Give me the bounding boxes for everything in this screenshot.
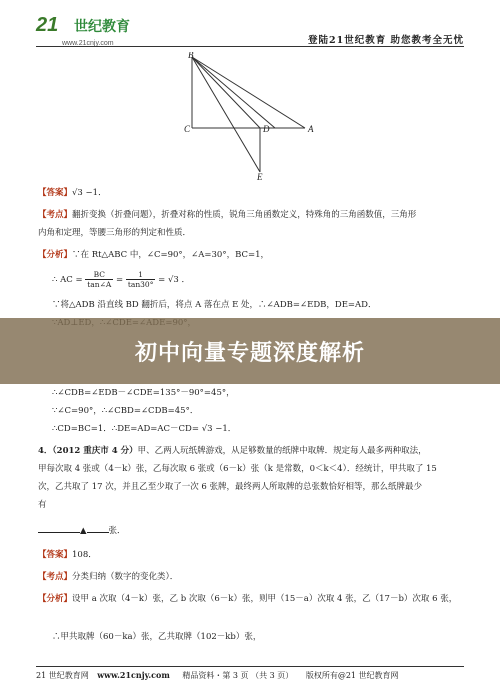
equals-sign: =	[116, 275, 124, 285]
q3-knowledge-point	[38, 208, 470, 222]
q3-knowledge-point-cont: 内角和定理，等腰三角形的判定和性质．	[38, 228, 192, 238]
kp-label: 【考点】	[38, 210, 73, 220]
q4-analysis-1	[38, 592, 470, 606]
q3-analysis-7: ∵∠C=90°，∴∠CBD=∠CDB=45°．	[52, 406, 199, 416]
footer-url: www.21cnjy.com	[97, 670, 170, 680]
ac-lhs: ∴ AC =	[52, 275, 83, 285]
footer-page-info: 精品资料・第 3 页 （共 3 页）	[182, 671, 294, 680]
analysis-label: 【分析】	[38, 594, 73, 604]
q4-answer	[38, 548, 470, 562]
footer-divider	[36, 666, 464, 667]
fraction-denominator: tan30°	[127, 280, 154, 289]
blank-marker: ▲	[80, 526, 87, 536]
footer-copyright: 版权所有@21 世纪教育网	[305, 671, 399, 680]
ac-result: = √3 ．	[158, 275, 191, 285]
page-footer	[36, 670, 464, 681]
answer-text: √3 −1．	[72, 188, 107, 198]
footer-left: 21 世纪教育网	[36, 671, 89, 680]
q4-question-3: 次，乙共取了 17 次，并且乙至少取了一次 6 张牌，最终两人所取牌的总张数恰好相等，那么纸牌最少	[38, 482, 423, 492]
fraction-1-tan30	[126, 270, 156, 289]
kp-text: 分类归纳（数字的变化类）．	[72, 572, 179, 582]
site-logo	[36, 14, 186, 47]
q4-question-1	[38, 444, 470, 458]
page-header	[0, 0, 500, 50]
header-slogan: 登陆21世纪教育 助您教考全无忧	[307, 35, 464, 46]
logo-mark: 21	[36, 14, 59, 36]
fraction-numerator: 1	[126, 270, 156, 280]
q4-knowledge-point	[38, 570, 470, 584]
segment-be	[192, 57, 260, 172]
q3-analysis-3: ∵将△ADB 沿直线 BD 翻折后，将点 A 落在点 E 处，∴∠ADB=∠EDB，DE=AD．	[52, 300, 377, 310]
q4-analysis-2: ∴甲共取牌（60－ka）张，乙共取牌（102－kb）张，	[52, 632, 262, 642]
q3-answer	[38, 186, 470, 200]
question-number: 4．	[38, 446, 53, 456]
point-label-a: A	[308, 124, 314, 134]
point-label-b: B	[188, 52, 194, 60]
point-label-e: E	[257, 172, 263, 182]
logo-url: www.21cnjy.com	[62, 40, 114, 47]
point-label-c: C	[184, 124, 191, 134]
segment-ba	[192, 57, 305, 128]
fraction-bc-tana	[85, 270, 113, 289]
q3-analysis-2	[52, 270, 470, 289]
q3-analysis-8: ∴CD=BC=1．∴DE=AD=AC－CD= √3 −1．	[52, 424, 237, 434]
analysis-label: 【分析】	[38, 250, 73, 260]
segment-b-side	[192, 57, 275, 128]
fraction-denominator: tan∠A	[87, 280, 112, 289]
blank-suffix: 张．	[108, 526, 126, 536]
point-label-d: D	[263, 124, 270, 134]
analysis-text: 设甲 a 次取（4－k）张，乙 b 次取（6－k）张，则甲（15－a）次取 4 张，乙（17－b）次取 6 张，	[72, 594, 458, 604]
q4-question-2: 甲每次取 4 张或（4－k）张，乙每次取 6 张或（6－k）张（k 是常数，0＜k＜4）．经统计，甲共取了 15	[38, 464, 437, 474]
logo-text: 世纪教育	[74, 19, 130, 35]
analysis-text: ∵在 Rt△ABC 中，∠C=90°，∠A=30°，BC=1，	[72, 250, 270, 260]
q3-analysis-1	[38, 248, 470, 262]
answer-text: 108．	[72, 550, 97, 560]
q3-analysis-6: ∴∠CDB=∠EDB－∠CDE=135°－90°=45°，	[52, 388, 235, 398]
question-source: （2012 重庆市 4 分）	[52, 446, 138, 456]
kp-label: 【考点】	[38, 572, 73, 582]
fraction-numerator: BC	[85, 270, 113, 280]
kp-text: 翻折变换（折叠问题），折叠对称的性质，锐角三角函数定义，特殊角的三角函数值，三角形	[72, 210, 417, 220]
answer-label: 【答案】	[38, 550, 73, 560]
segment-bd	[192, 57, 260, 128]
question-text: 甲、乙两人玩纸牌游戏，从足够数量的纸牌中取牌．规定每人最多两种取法，	[137, 446, 427, 456]
answer-label: 【答案】	[38, 188, 73, 198]
title-overlay-banner	[0, 318, 500, 384]
header-divider	[36, 46, 464, 47]
overlay-title: 初中向量专题深度解析	[134, 340, 365, 366]
blank-line-left	[38, 532, 80, 533]
q4-answer-blank	[38, 524, 470, 538]
q4-question-4: 有	[38, 500, 47, 510]
geometry-figure	[180, 52, 320, 182]
blank-line-right	[87, 532, 109, 533]
